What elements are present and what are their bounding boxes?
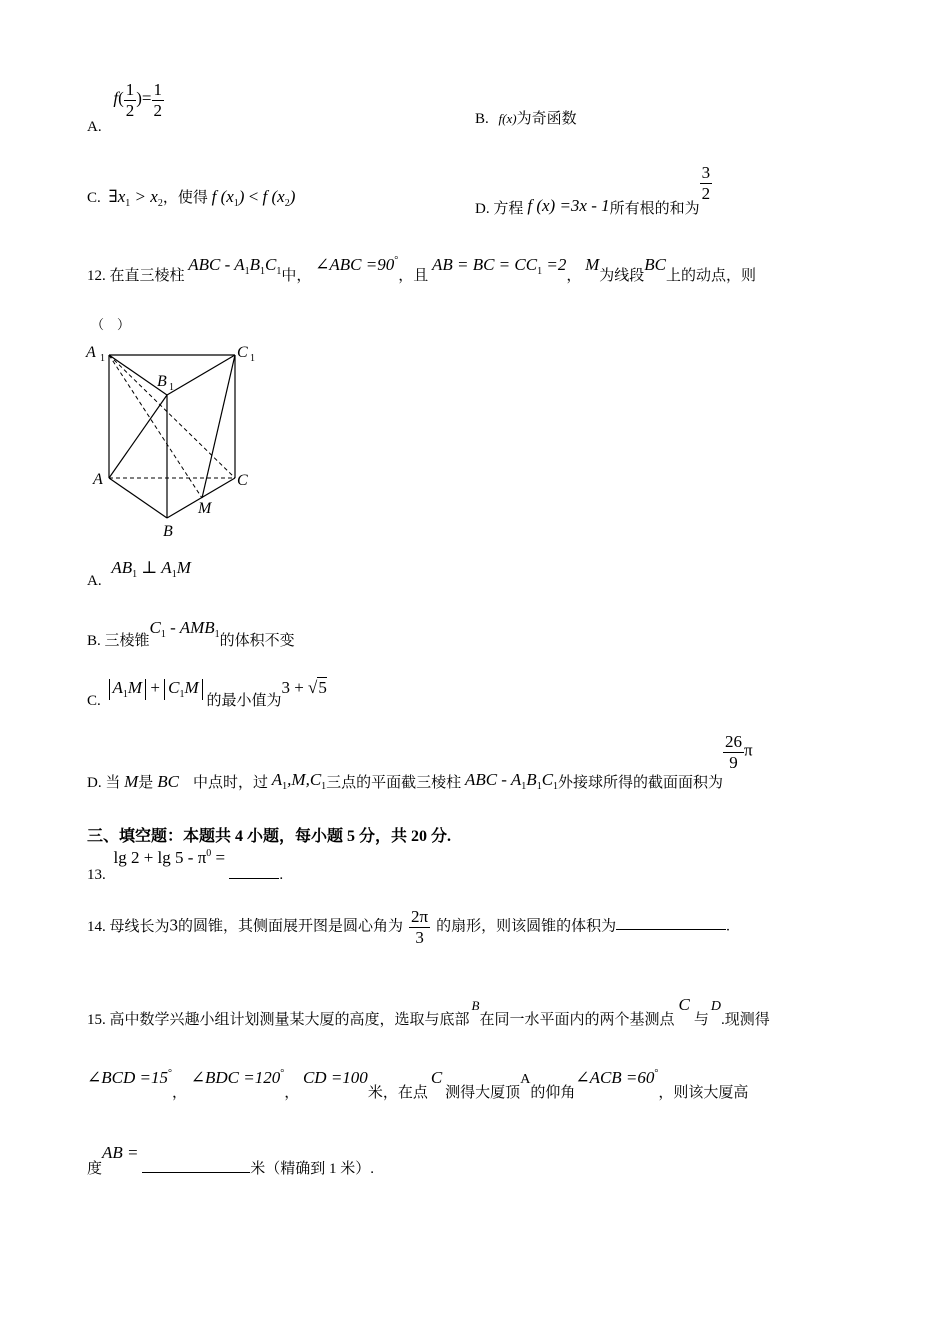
q15-deg3: ° xyxy=(654,1068,659,1079)
q12-d-num: 26 xyxy=(725,732,743,751)
q12-option-a xyxy=(87,558,191,589)
edge-ab xyxy=(109,478,167,518)
q14-den: 3 xyxy=(415,927,424,947)
q15-c2: C xyxy=(430,1068,443,1087)
q12-stem-mid1: 中， xyxy=(281,268,312,284)
q15-ang1: ∠BCD =15 xyxy=(87,1068,168,1087)
q13-end: . xyxy=(279,867,284,883)
label-b: B xyxy=(163,523,173,540)
q11-option-c xyxy=(87,186,295,209)
q11-b-fx: f(x) xyxy=(498,111,517,126)
q15-ang2: ∠BDC =120 xyxy=(190,1068,281,1087)
q11-a-num1: 1 xyxy=(125,80,135,99)
line-a1c-hidden xyxy=(109,355,235,478)
q12-d-prism-sub3: 1 xyxy=(553,781,559,793)
q12-stem-end: 上的动点，则 xyxy=(666,268,757,284)
q15-b: B xyxy=(471,998,480,1013)
q15-line1-text: 15. 高中数学兴趣小组计划测量某大厦的高度，选取与底部 xyxy=(87,1012,470,1028)
q12-option-b xyxy=(87,617,295,649)
q11-c-f2: f (x xyxy=(262,187,285,206)
q11-c-f1sub: 1 xyxy=(233,198,239,209)
label-m: M xyxy=(198,500,212,517)
q14-num: 2π xyxy=(411,907,429,926)
q12-b-text: 的体积不变 xyxy=(219,633,295,649)
q12-paren: （ ） xyxy=(91,317,131,332)
q11-d-text1: 方程 xyxy=(493,201,524,218)
q12-prism xyxy=(188,255,282,277)
q12-d-points-sub1: 1 xyxy=(282,781,288,793)
q11-option-a xyxy=(87,80,164,136)
q12-option-d-label: D. 当 xyxy=(87,775,121,792)
q12-c-sub2: 1 xyxy=(179,689,185,700)
q11-a-frac1 xyxy=(124,80,137,120)
q12-c-plus: + xyxy=(146,678,165,697)
q15-line2 xyxy=(87,1067,749,1101)
q13 xyxy=(87,848,284,883)
q15-text7: 米（精确到 1 米）. xyxy=(250,1161,375,1177)
q12-a-expr1: AB xyxy=(111,558,133,577)
q15-comma1: ， xyxy=(171,1085,187,1101)
prism-figure xyxy=(80,338,280,548)
q15-text2: 米，在点 xyxy=(367,1085,428,1101)
q12-d-prism-b: B xyxy=(526,770,537,790)
q12-option-d xyxy=(87,732,753,793)
q12-b-mid: - AMB xyxy=(165,618,215,637)
q11-d-frac xyxy=(700,163,713,203)
q15-line3 xyxy=(87,1142,375,1177)
q11-c-sub1: 1 xyxy=(125,198,131,209)
q15-text3: 测得大厦顶 xyxy=(445,1085,521,1101)
q15-text4: 的仰角 xyxy=(530,1085,576,1101)
q15-text5: ，则该大厦高 xyxy=(658,1085,749,1101)
q12-lengths-end: =2 xyxy=(542,255,567,274)
q12-stem-mid2: ，且 xyxy=(398,268,429,284)
q14-text2: 的扇形，则该圆锥的体积为 xyxy=(436,918,617,935)
q11-a-f: f xyxy=(113,88,119,108)
q11-a-eq: = xyxy=(141,88,152,108)
q15-line1c: .现测得 xyxy=(720,1012,770,1028)
q12-option-c xyxy=(87,677,327,709)
q15-answer-blank[interactable] xyxy=(142,1158,250,1173)
label-c1: C xyxy=(237,344,248,361)
label-a1-sub: 1 xyxy=(100,353,105,364)
section-3-title: 三、填空题：本题共 4 小题，每小题 5 分，共 20 分. xyxy=(87,828,452,845)
q15-and: 与 xyxy=(693,1012,709,1028)
line-ab1 xyxy=(109,395,167,478)
q11-c-f2end: ) xyxy=(289,187,296,206)
q14-text1: 的圆锥，其侧面展开图是圆心角为 xyxy=(178,918,404,935)
q12-lengths-text: AB = BC = CC xyxy=(431,255,538,274)
q13-sup: 0 xyxy=(206,848,212,859)
q11-a-num2: 1 xyxy=(153,80,163,99)
q11-d-eq: f (x) =3x - 1 xyxy=(527,196,610,216)
q12-c-m2: M xyxy=(184,678,199,697)
line-c1m xyxy=(202,355,235,498)
q11-c-f1: f (x xyxy=(211,187,234,206)
q12-b-c: C xyxy=(149,618,161,637)
q11-d-num: 3 xyxy=(701,163,711,182)
q11-option-d-label: D. xyxy=(475,201,490,218)
q11-c-gt: > x xyxy=(130,187,158,206)
label-b1-sub: 1 xyxy=(169,382,174,393)
q14-prefix: 14. 母线长为 xyxy=(87,919,170,936)
q12-angle-text: ∠ABC =90 xyxy=(315,255,395,274)
q14 xyxy=(87,907,730,947)
q12-lengths-sub: 1 xyxy=(537,266,543,277)
q11-option-b xyxy=(475,107,577,128)
q12-stem xyxy=(87,254,757,284)
line-a1m-hidden xyxy=(109,355,202,498)
q12-a-sub2: 1 xyxy=(171,569,177,580)
label-a1: A xyxy=(86,344,96,361)
q11-c-exists: ∃x xyxy=(108,187,126,206)
q12-prism-sub2: 1 xyxy=(260,266,266,277)
q12-d-points-m: ,M,C xyxy=(287,770,322,790)
q12-option-c-label: C. xyxy=(87,693,101,709)
q11-b-text: 为奇函数 xyxy=(516,111,577,127)
q12-d-m: M xyxy=(124,772,139,792)
q15-cd: CD =100 xyxy=(302,1068,368,1087)
q12-stem-prefix: 12. 在直三棱柱 xyxy=(87,268,185,284)
q12-d-pi: π xyxy=(744,740,753,760)
q12-b-sub2: 1 xyxy=(214,629,220,640)
q15-ab: AB = xyxy=(102,1143,139,1162)
q11-c-lt: < xyxy=(244,187,263,206)
q11-option-b-label: B. xyxy=(475,111,489,127)
q11-option-d xyxy=(475,163,712,218)
q12-option-b-label: B. 三棱锥 xyxy=(87,633,150,649)
q11-d-text2: 所有根的和为 xyxy=(609,201,700,218)
edge-b1c1 xyxy=(167,355,235,395)
q11-a-den1: 2 xyxy=(125,100,135,120)
q12-d-prism-a: ABC - A xyxy=(464,770,522,790)
q12-d-points xyxy=(271,770,327,793)
q15-ang3: ∠ACB =60 xyxy=(575,1068,655,1087)
q12-prism-sub1: 1 xyxy=(244,266,250,277)
q12-d-prism-c: C xyxy=(541,770,554,790)
q12-option-a-label: A. xyxy=(87,573,102,589)
q14-end: . xyxy=(726,918,730,935)
q13-eq: = xyxy=(211,848,230,867)
q12-c-abs1 xyxy=(109,679,147,700)
q12-c-sub1: 1 xyxy=(122,689,128,700)
q12-stem-mid4: 为线段 xyxy=(599,268,645,284)
q12-d-den: 9 xyxy=(729,752,738,772)
q13-expr: lg 2 + lg 5 - π xyxy=(113,848,207,867)
q14-three: 3 xyxy=(169,915,179,935)
q12-prism-a: ABC - A xyxy=(188,255,245,274)
q11-c-f2sub: 2 xyxy=(284,198,290,209)
q11-a-den2: 2 xyxy=(153,100,163,120)
q12-a-sub1: 1 xyxy=(132,569,138,580)
q15-line1b: 在同一水平面内的两个基测点 xyxy=(479,1012,675,1028)
q12-d-text4: 外接球所得的截面面积为 xyxy=(558,775,724,792)
q12-bc-var: BC xyxy=(644,255,667,274)
q12-c-abs2 xyxy=(164,679,203,700)
q12-a-perp: ⊥ A xyxy=(137,558,172,577)
q11-a-rparen: ) xyxy=(136,88,142,108)
q12-c-val: 3 + xyxy=(281,678,309,697)
q15-text6: 度 xyxy=(87,1161,103,1177)
q15-deg1: ° xyxy=(167,1068,172,1079)
label-c: C xyxy=(237,472,248,489)
q12-d-points-sub2: 1 xyxy=(321,781,327,793)
q14-frac xyxy=(409,907,430,947)
q11-a-lparen: ( xyxy=(118,88,124,108)
q12-d-prism xyxy=(464,770,559,793)
q12-angle-sup: ° xyxy=(394,255,399,266)
label-c1-sub: 1 xyxy=(250,353,255,364)
q12-prism-sub3: 1 xyxy=(276,266,282,277)
q13-label: 13. xyxy=(87,867,106,883)
q12-c-m1: M xyxy=(127,678,143,697)
q12-prism-c: C xyxy=(265,255,277,274)
q12-stem-mid3: ， xyxy=(566,268,582,284)
q12-d-prism-sub2: 1 xyxy=(536,781,542,793)
q12-b-sub1: 1 xyxy=(160,629,166,640)
q11-option-c-label: C. xyxy=(87,190,101,206)
q11-c-text: ，使得 xyxy=(162,190,208,206)
q12-d-text3: 三点的平面截三棱柱 xyxy=(326,775,462,792)
q12-c-sqrt: √5 xyxy=(308,678,327,697)
q12-d-points-a: A xyxy=(271,770,283,790)
q12-angle xyxy=(315,255,398,274)
q14-answer-blank[interactable] xyxy=(616,915,726,930)
q12-d-bc: BC xyxy=(157,772,180,792)
q13-answer-blank[interactable] xyxy=(229,864,279,879)
q12-d-frac xyxy=(723,732,744,772)
q12-d-text1: 是 xyxy=(138,775,154,792)
q15-a: A xyxy=(520,1072,531,1087)
q15-d: D xyxy=(710,999,721,1014)
q15-c: C xyxy=(678,995,690,1014)
q15-deg2: ° xyxy=(280,1068,285,1079)
q11-option-a-label: A. xyxy=(87,119,102,136)
q11-c-f1end: ) xyxy=(238,187,245,206)
q11-d-den: 2 xyxy=(701,183,711,203)
q15-line1 xyxy=(87,994,770,1028)
label-b1: B xyxy=(157,373,167,390)
q12-m-var: M xyxy=(585,255,600,274)
q12-c-rad: 5 xyxy=(318,678,327,697)
q12-a-expr2: M xyxy=(176,558,191,577)
q11-a-frac2 xyxy=(152,80,165,120)
q12-d-text2: 中点时，过 xyxy=(193,775,269,792)
q15-comma2: ， xyxy=(284,1085,300,1101)
q12-lengths xyxy=(431,255,567,277)
q11-c-sub2: 2 xyxy=(157,198,163,209)
label-a: A xyxy=(93,471,103,488)
q12-c-a: A xyxy=(112,678,123,697)
q12-prism-b: B xyxy=(249,255,261,274)
q12-c-c: C xyxy=(168,678,180,697)
q12-c-text: 的最小值为 xyxy=(206,693,282,709)
q12-d-prism-sub1: 1 xyxy=(521,781,527,793)
